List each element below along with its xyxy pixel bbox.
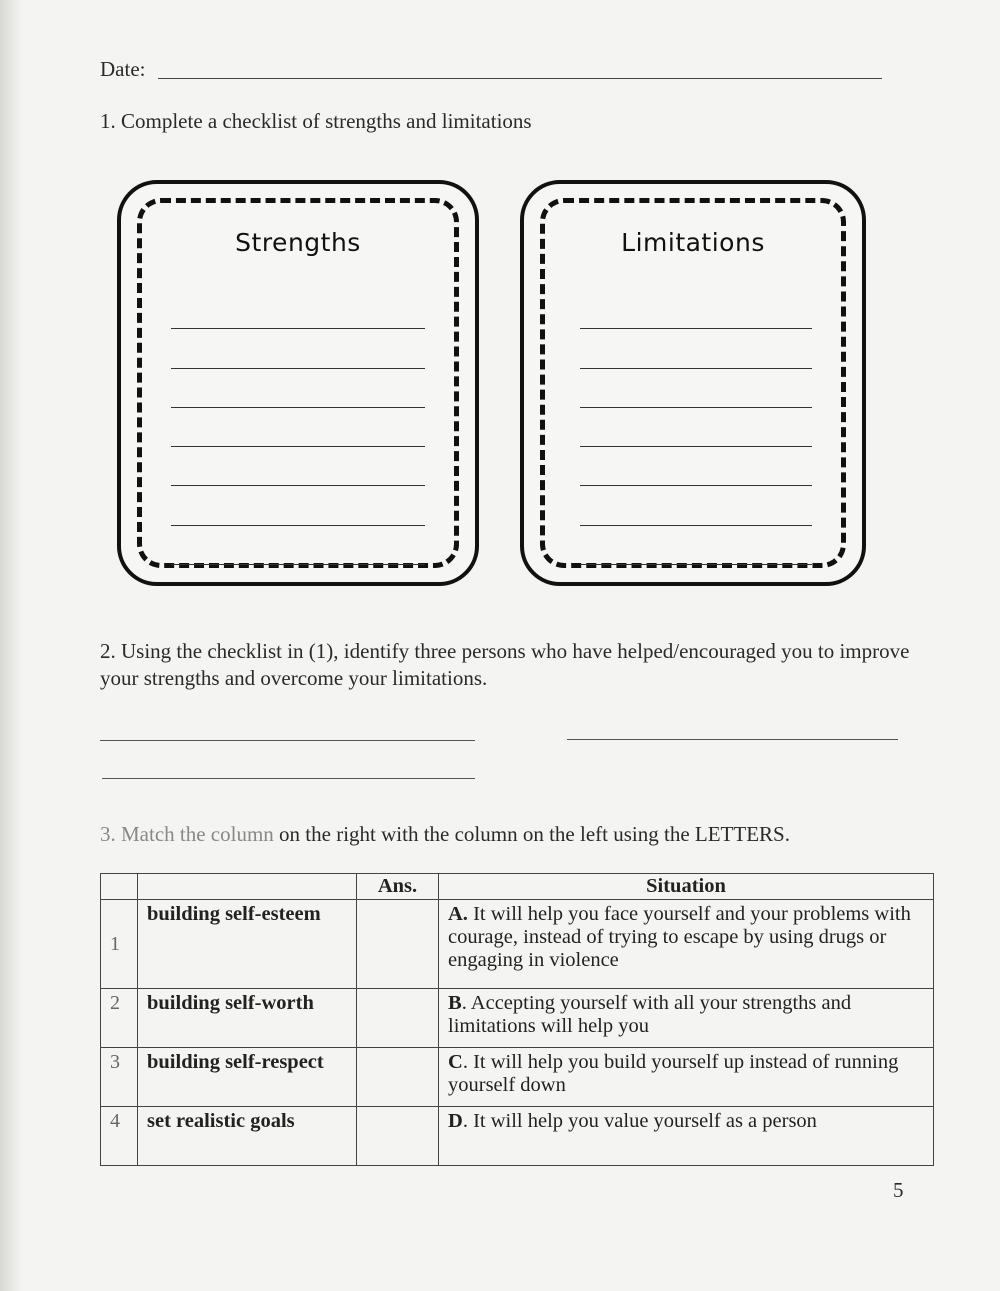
- date-label: Date:: [100, 57, 146, 81]
- question-3-prompt-faded: 3. Match the column: [100, 822, 274, 846]
- row-number: 1: [101, 900, 138, 989]
- question-2-prompt: 2. Using the checklist in (1), identify three persons who have helped/encouraged you to improve your strengths and overcome your limitations.: [100, 639, 910, 690]
- header-num: [101, 874, 138, 900]
- strength-line[interactable]: [171, 526, 425, 565]
- page-number: 5: [893, 1178, 904, 1202]
- table-row: [101, 1048, 934, 1107]
- limitations-box: [520, 180, 866, 586]
- header-term: [138, 874, 357, 900]
- page-edge-shadow: [0, 0, 22, 1291]
- matching-table: [100, 873, 934, 1166]
- row-situation: [439, 1048, 934, 1107]
- person-1-line[interactable]: [100, 740, 475, 741]
- row-number: 4: [101, 1107, 138, 1166]
- row-situation: [439, 900, 934, 989]
- strength-line[interactable]: [171, 369, 425, 408]
- situation-letter: D: [448, 1110, 463, 1132]
- situation-text: . It will help you build yourself up instead of running yourself down: [448, 1051, 899, 1096]
- answer-cell[interactable]: [357, 900, 439, 989]
- header-ans: Ans.: [357, 874, 439, 900]
- person-3-line[interactable]: [102, 778, 475, 779]
- limitation-line[interactable]: [580, 290, 812, 329]
- table-row: [101, 1107, 934, 1166]
- answer-cell[interactable]: [357, 1107, 439, 1166]
- strengths-title: Strengths: [235, 228, 361, 257]
- row-term: set realistic goals: [138, 1107, 357, 1166]
- question-1-prompt: 1. Complete a checklist of strengths and limitations: [100, 109, 532, 133]
- situation-letter: B: [448, 992, 462, 1014]
- header-situation: Situation: [439, 874, 934, 900]
- row-term: building self-respect: [138, 1048, 357, 1107]
- person-2-line[interactable]: [567, 739, 898, 740]
- question-3-prompt: [100, 822, 790, 847]
- strength-line[interactable]: [171, 447, 425, 486]
- limitation-line[interactable]: [580, 329, 812, 368]
- limitation-line[interactable]: [580, 486, 812, 525]
- date-input-line[interactable]: [158, 78, 882, 79]
- limitations-lines: [580, 290, 812, 565]
- table-row: [101, 900, 934, 989]
- row-term: building self-esteem: [138, 900, 357, 989]
- question-3-prompt-main: on the right with the column on the left using the LETTERS.: [273, 822, 790, 846]
- limitation-line[interactable]: [580, 408, 812, 447]
- situation-letter: A.: [448, 903, 468, 925]
- row-situation: [439, 1107, 934, 1166]
- table-header-row: [101, 874, 934, 900]
- row-term: building self-worth: [138, 989, 357, 1048]
- limitation-line[interactable]: [580, 526, 812, 565]
- strengths-lines: [171, 290, 425, 565]
- row-number: 3: [101, 1048, 138, 1107]
- strength-line[interactable]: [171, 486, 425, 525]
- situation-letter: C: [448, 1051, 463, 1073]
- strength-line[interactable]: [171, 290, 425, 329]
- row-number: 2: [101, 989, 138, 1048]
- situation-text: . Accepting yourself with all your strengths and limitations will help you: [448, 992, 852, 1037]
- strengths-box: [117, 180, 479, 586]
- answer-cell[interactable]: [357, 989, 439, 1048]
- row-situation: [439, 989, 934, 1048]
- table-row: [101, 989, 934, 1048]
- strength-line[interactable]: [171, 329, 425, 368]
- situation-text: It will help you face yourself and your problems with courage, instead of trying to escape by using drugs or engaging in violence: [448, 903, 911, 971]
- limitations-title: Limitations: [621, 228, 765, 257]
- strength-line[interactable]: [171, 408, 425, 447]
- situation-text: . It will help you value yourself as a person: [462, 1110, 817, 1132]
- limitation-line[interactable]: [580, 447, 812, 486]
- limitation-line[interactable]: [580, 369, 812, 408]
- answer-cell[interactable]: [357, 1048, 439, 1107]
